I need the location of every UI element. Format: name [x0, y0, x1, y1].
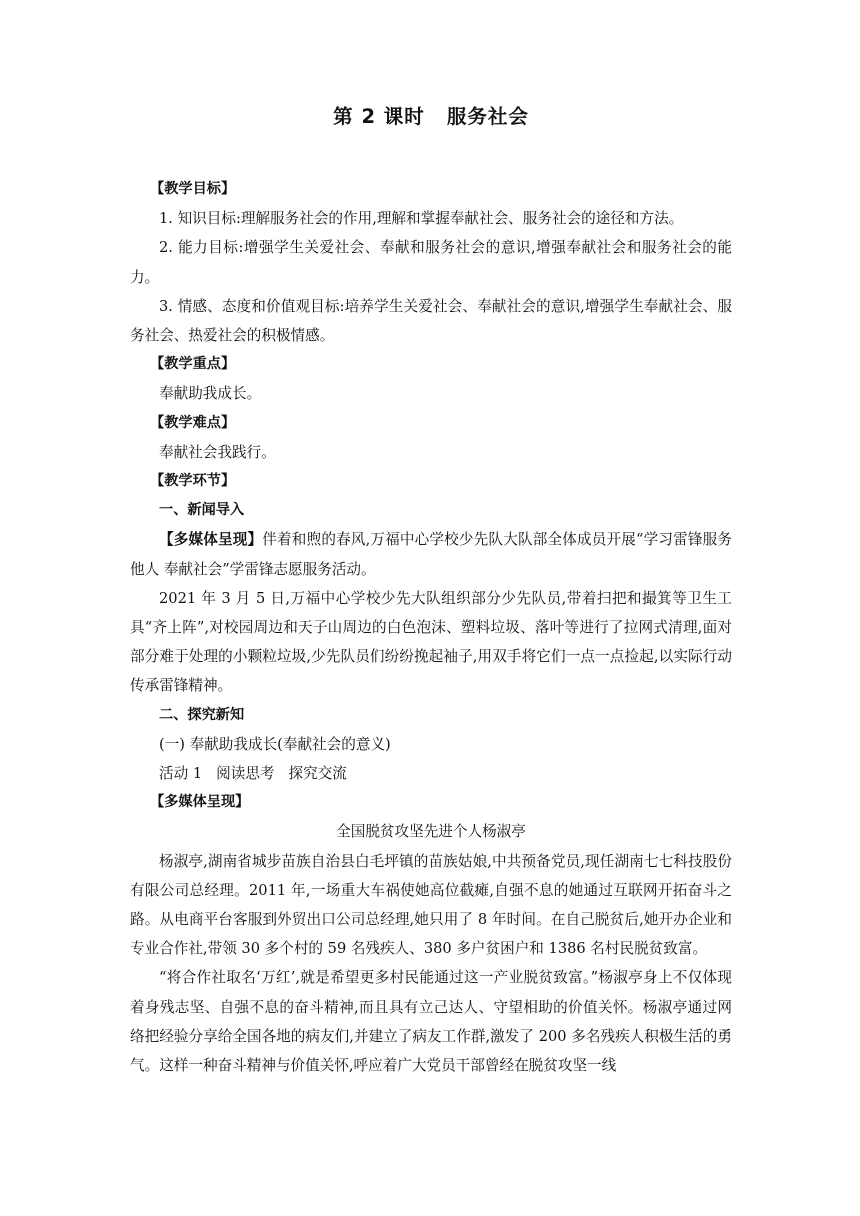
section-heading-news: 一、新闻导入 [159, 502, 245, 519]
objective-item: 1. 知识目标:理解服务社会的作用,理解和掌握奉献社会、服务社会的途径和方法。 [159, 210, 684, 228]
media-label: 【多媒体呈现】 [159, 531, 263, 549]
media-label-2: 【多媒体呈现】 [150, 794, 250, 811]
objective-item: 2. 能力目标:增强学生关爱社会、奉献和服务社会的意识,增强奉献社会和服务社会的能力。 [130, 239, 732, 286]
news-intro-paragraph [130, 525, 732, 583]
activity-line [130, 759, 732, 788]
difficulty-text: 奉献社会我践行。 [159, 443, 276, 461]
lesson-title-main: 第 2 课时 [333, 105, 425, 128]
article-title: 全国脱贫攻坚先进个人杨淑亭 [336, 823, 526, 841]
activity-part1: 阅读思考 [216, 765, 275, 783]
objectives-heading: 【教学目标】 [150, 181, 236, 197]
lesson-title-sub: 服务社会 [446, 105, 529, 128]
lesson-title [130, 105, 732, 129]
objective-item: 3. 情感、态度和价值观目标:培养学生关爱社会、奉献社会的意识,增强学生奉献社会、服务社会、热爱社会的积极情感。 [130, 297, 732, 345]
article-paragraph: “将合作社取名‘万红’,就是希望更多村民能通过这一产业脱贫致富。”杨淑亭身上不仅体现着身残志坚、自强不息的奋斗精神,而且具有立己达人、守望相助的价值关怀。杨淑亭通过网络把经验分享给全国各地的病友们,并建立了病友工作群,激发了 200 多名残疾人积极生活的勇气。这样一种奋斗精神与价值关怀,呼应着广大党员干部曾经在脱贫攻坚一线 [130, 969, 732, 1075]
section-heading-explore: 二、探究新知 [159, 706, 245, 723]
article-paragraph: 杨淑亭,湖南省城步苗族自治县白毛坪镇的苗族姑娘,中共预备党员,现任湖南七七科技股份有限公司总经理。2011 年,一场重大车祸使她高位截瘫,自强不息的她通过互联网开拓奋斗之路。从电商平台客服到外贸出口公司总经理,她只用了 8 年时间。在自己脱贫后,她开办企业和专业合作社,带领 30 多个村的 59 名残疾人、380 多户贫困户和 1386 名村民脱贫致富。 [130, 852, 732, 958]
news-intro-text: 伴着和煦的春风,万福中心学校少先队大队部全体成员开展“学习雷锋服务他人 奉献社会”学雷锋志愿服务活动。 [130, 531, 732, 578]
document-content [130, 105, 732, 1080]
difficulty-heading: 【教学难点】 [150, 414, 236, 431]
process-heading: 【教学环节】 [150, 473, 236, 490]
subsection-heading: (一) 奉献助我成长(奉献社会的意义) [159, 735, 391, 753]
activity-part2: 探究交流 [288, 765, 347, 783]
activity-label: 活动 1 [159, 765, 203, 783]
key-point-text: 奉献助我成长。 [159, 385, 262, 403]
news-paragraph: 2021 年 3 月 5 日,万福中心学校少先大队组织部分少先队员,带着扫把和撮箕等卫生工具“齐上阵”,对校园周边和天子山周边的白色泡沫、塑料垃圾、落叶等进行了拉网式清理,面对部分难于处理的小颗粒垃圾,少先队员们纷纷挽起袖子,用双手将它们一点一点捡起,以实际行动传承雷锋精神。 [130, 589, 732, 695]
key-point-heading: 【教学重点】 [150, 356, 236, 373]
